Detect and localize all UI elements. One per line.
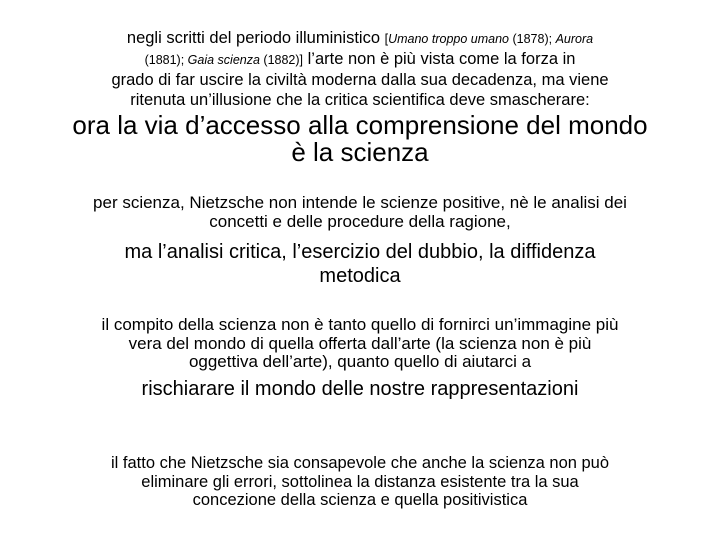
- book-title-gaia: Gaia scienza: [187, 53, 260, 67]
- paragraph-line-2: concetti e delle procedure della ragione,: [209, 212, 511, 231]
- heading-line-1: ora la via d’accesso alla comprensione del mondo: [72, 110, 648, 140]
- intro-paragraph: [0, 28, 720, 110]
- heading-line-2: metodica: [319, 265, 401, 287]
- compito-scienza-paragraph: [0, 316, 720, 372]
- bracket-open: [: [384, 32, 389, 46]
- intro-line-4: ritenuta un’illusione che la critica scientifica deve smascherare:: [130, 91, 590, 109]
- year-1878: (1878);: [509, 32, 556, 46]
- paragraph-line-3: oggettiva dell’arte), quanto quello di aiutarci a: [188, 352, 532, 371]
- heading-analisi-critica: [0, 240, 720, 288]
- book-title-umano: Umano troppo umano: [388, 32, 509, 46]
- paragraph-line-1: per scienza, Nietzsche non intende le scienze positive, nè le analisi dei: [93, 193, 627, 212]
- paragraph-line-2: vera del mondo di quella offerta dall’arte (la scienza non è più: [128, 333, 592, 353]
- intro-line-3: grado di far uscire la civiltà moderna dalla sua decadenza, ma viene: [111, 71, 609, 89]
- heading-rischiarare: [0, 377, 720, 401]
- paragraph-line-3: concezione della scienza e quella positivistica: [192, 491, 528, 509]
- scienza-definition-paragraph: [0, 193, 720, 231]
- paragraph-line-1: il fatto che Nietzsche sia consapevole che anche la scienza non può: [110, 454, 610, 472]
- intro-line-1: [0, 28, 720, 49]
- year-1881: (1881);: [144, 53, 188, 67]
- year-1882: (1882)]: [259, 53, 304, 67]
- heading-line-1: ma l’analisi critica, l’esercizio del dubbio, la diffidenza: [124, 241, 596, 263]
- conclusion-paragraph: [0, 454, 720, 510]
- heading-scienza: [0, 112, 720, 166]
- book-title-aurora: Aurora: [555, 32, 594, 46]
- intro-line-2: [0, 49, 720, 70]
- heading-line-2: è la scienza: [291, 137, 429, 167]
- intro-text: l’arte non è più vista come la forza in: [303, 50, 576, 68]
- heading-line-1: rischiarare il mondo delle nostre rappresentazioni: [141, 378, 579, 400]
- paragraph-line-2: eliminare gli errori, sottolinea la distanza esistente tra la sua: [141, 472, 579, 491]
- intro-text: negli scritti del periodo illuministico: [126, 29, 385, 47]
- paragraph-line-1: il compito della scienza non è tanto quello di fornirci un’immagine più: [101, 315, 619, 334]
